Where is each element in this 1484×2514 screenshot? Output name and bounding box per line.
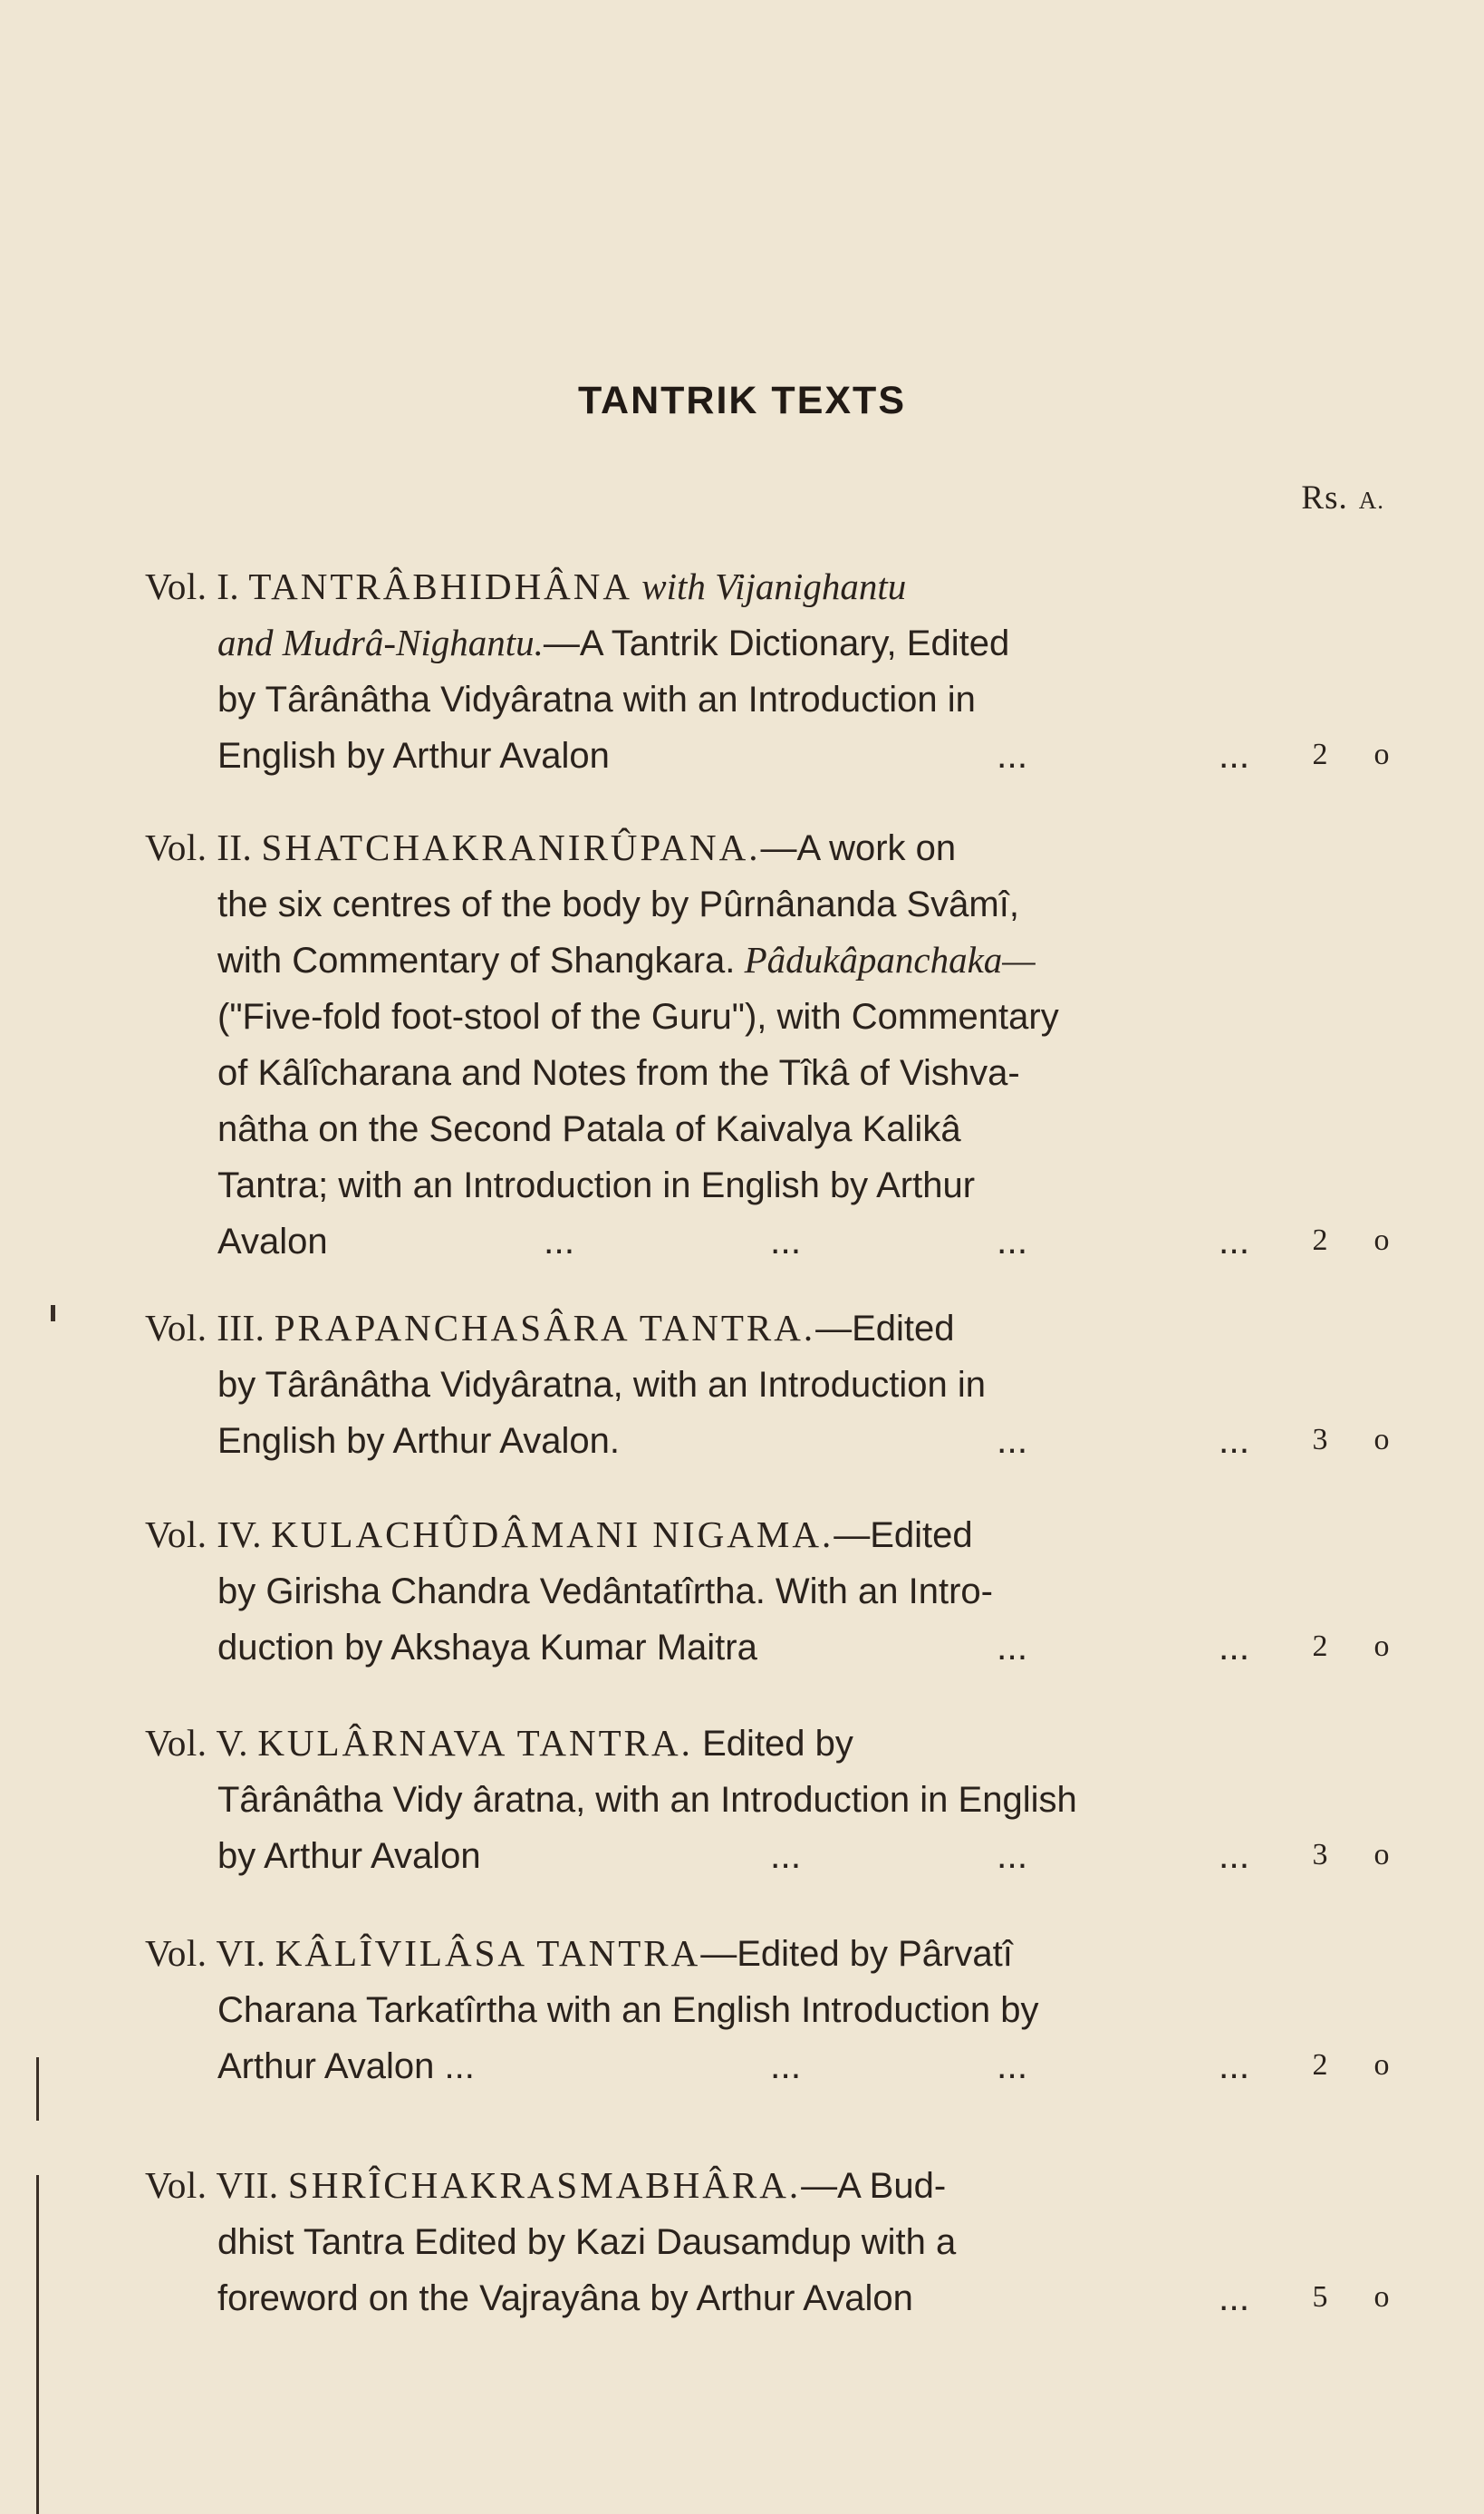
entry-text: Avalon	[217, 1222, 328, 1262]
entry-line	[145, 1715, 1395, 1771]
entry-line	[145, 1156, 1395, 1213]
page-edge-mark	[36, 2175, 39, 2514]
volume-label: Vol. I.	[145, 566, 240, 607]
entry-line	[145, 1925, 1395, 1981]
entry-vol-6	[145, 1925, 1395, 2093]
leader-dots: ...	[1219, 1626, 1250, 1668]
entry-title: KULÂRNAVA TANTRA.	[257, 1722, 693, 1764]
entry-text: duction by Akshaya Kumar Maitra	[217, 1628, 757, 1668]
volume-label: Vol. VI.	[145, 1932, 266, 1974]
entry-text: Edited by	[702, 1724, 853, 1764]
volume-label: Vol. II.	[145, 827, 253, 868]
leader-dots: ...	[997, 2045, 1028, 2086]
price-rupees: 2	[1312, 1629, 1328, 1663]
price-annas: o	[1373, 1838, 1390, 1871]
entry-vol-1	[145, 558, 1395, 783]
entry-text: —Edited	[815, 1309, 955, 1349]
entry-title: KULACHÛDÂMANI NIGAMA.	[271, 1513, 834, 1555]
price-rupees: 2	[1312, 738, 1328, 771]
entry-line	[145, 1506, 1395, 1562]
entry-subtitle: and Mudrâ-Nighantu.	[217, 622, 544, 663]
leader-dots: ...	[1219, 1834, 1250, 1876]
entry-line	[145, 988, 1395, 1044]
entry-line	[145, 2157, 1395, 2213]
entry-vol-2	[145, 819, 1395, 1269]
entry-vol-5	[145, 1715, 1395, 1883]
entry-text: —A Tantrik Dictionary, Edited	[543, 624, 1010, 663]
entry-line	[145, 1213, 1395, 1269]
entry-line	[145, 1619, 1395, 1675]
entry-line	[145, 1300, 1395, 1356]
entry-text: Charana Tarkatîrtha with an English Introduction by	[217, 1990, 1039, 2030]
entry-line	[145, 1100, 1395, 1156]
volume-label: Vol. V.	[145, 1722, 249, 1764]
entry-text: Tantra; with an Introduction in English by Arthur	[217, 1165, 976, 1205]
price-annas: o	[1373, 1223, 1390, 1257]
leader-dots: ...	[544, 1220, 575, 1262]
price-annas: o	[1373, 2048, 1390, 2082]
entry-title: SHRÎCHAKRASMABHÂRA.	[287, 2164, 802, 2206]
leader-dots: ...	[997, 1626, 1028, 1668]
leader-dots: ...	[770, 1220, 802, 1262]
entry-text: with Commentary of Shangkara.	[217, 941, 736, 981]
entry-line	[145, 2269, 1395, 2325]
annas-header: A.	[1358, 487, 1384, 514]
price-annas: o	[1373, 2280, 1390, 2314]
entry-line	[145, 819, 1395, 875]
entry-text: Târânâtha Vidy âratna, with an Introduction in English	[217, 1780, 1077, 1820]
leader-dots: ...	[1219, 1419, 1250, 1461]
entry-line	[145, 1356, 1395, 1412]
entry-subtitle: with Vijanighantu	[641, 566, 907, 607]
price-rupees: 5	[1312, 2280, 1328, 2314]
margin-mark	[51, 1305, 55, 1321]
entry-text: —Edited by Pârvatî	[700, 1934, 1013, 1974]
entry-text: of Kâlîcharana and Notes from the Tîkâ of Vishva-	[217, 1053, 1020, 1093]
entry-vol-4	[145, 1506, 1395, 1675]
entry-line	[145, 1827, 1395, 1883]
leader-dots: ...	[997, 1220, 1028, 1262]
entry-vol-3	[145, 1300, 1395, 1468]
entry-line	[145, 932, 1395, 988]
leader-dots: ...	[1219, 1220, 1250, 1262]
leader-dots: ...	[1219, 2045, 1250, 2086]
entry-line	[145, 671, 1395, 727]
entry-text: —A Bud-	[801, 2166, 947, 2206]
entry-vol-7	[145, 2157, 1395, 2325]
entry-line	[145, 1412, 1395, 1468]
leader-dots: ...	[997, 734, 1028, 776]
leader-dots: ...	[1219, 734, 1250, 776]
entry-line	[145, 2037, 1395, 2093]
volume-label: Vol. IV.	[145, 1513, 262, 1555]
leader-dots: ...	[770, 1834, 802, 1876]
entry-line	[145, 1771, 1395, 1827]
entry-text: English by Arthur Avalon	[217, 736, 610, 776]
entry-title: KÂLÎVILÂSA TANTRA	[275, 1932, 701, 1974]
entry-line	[145, 2213, 1395, 2269]
entry-text: by Târânâtha Vidyâratna with an Introduction in	[217, 680, 976, 720]
price-rupees: 2	[1312, 2048, 1328, 2082]
price-rupees: 3	[1312, 1423, 1328, 1456]
page-heading: TANTRIK TEXTS	[577, 379, 907, 422]
entry-text: English by Arthur Avalon.	[217, 1421, 620, 1461]
entry-line	[145, 1044, 1395, 1100]
price-rupees: 3	[1312, 1838, 1328, 1871]
entry-text: —A work on	[760, 828, 957, 868]
entry-text: by Girisha Chandra Vedântatîrtha. With an Intro-	[217, 1571, 993, 1611]
leader-dots: ...	[997, 1834, 1028, 1876]
entry-title: PRAPANCHASÂRA TANTRA.	[274, 1307, 816, 1349]
page-edge-mark	[36, 2057, 39, 2121]
entry-text: by Arthur Avalon	[217, 1836, 481, 1876]
entry-text: —Edited	[834, 1515, 973, 1555]
entry-title: SHATCHAKRANIRÛPANA.	[261, 827, 761, 868]
entry-line	[145, 614, 1395, 671]
entry-line	[145, 727, 1395, 783]
entry-line	[145, 1562, 1395, 1619]
entry-text: ("Five-fold foot-stool of the Guru"), with Commentary	[217, 997, 1059, 1037]
price-column-header	[1301, 479, 1384, 517]
entry-text: Arthur Avalon ...	[217, 2046, 475, 2086]
entry-text: nâtha on the Second Patala of Kaivalya Kalikâ	[217, 1109, 961, 1149]
entry-text: foreword on the Vajrayâna by Arthur Avalon	[217, 2278, 913, 2318]
volume-label: Vol. VII.	[145, 2164, 279, 2206]
entry-title: TANTRÂBHIDHÂNA	[248, 566, 633, 607]
entry-text: by Târânâtha Vidyâratna, with an Introduction in	[217, 1365, 986, 1405]
entry-text: the six centres of the body by Pûrnânanda Svâmî,	[217, 885, 1019, 924]
entry-line	[145, 875, 1395, 932]
entry-line	[145, 558, 1395, 614]
price-annas: o	[1373, 738, 1390, 771]
leader-dots: ...	[770, 2045, 802, 2086]
volume-label: Vol. III.	[145, 1307, 265, 1349]
price-annas: o	[1373, 1629, 1390, 1663]
price-rupees: 2	[1312, 1223, 1328, 1257]
leader-dots: ...	[997, 1419, 1028, 1461]
entry-line	[145, 1981, 1395, 2037]
price-annas: o	[1373, 1423, 1390, 1456]
rupees-header: Rs.	[1301, 479, 1348, 517]
leader-dots: ...	[1219, 2277, 1250, 2318]
entry-subtitle: Pâdukâpanchaka—	[744, 939, 1036, 981]
entry-text: dhist Tantra Edited by Kazi Dausamdup with a	[217, 2222, 957, 2262]
